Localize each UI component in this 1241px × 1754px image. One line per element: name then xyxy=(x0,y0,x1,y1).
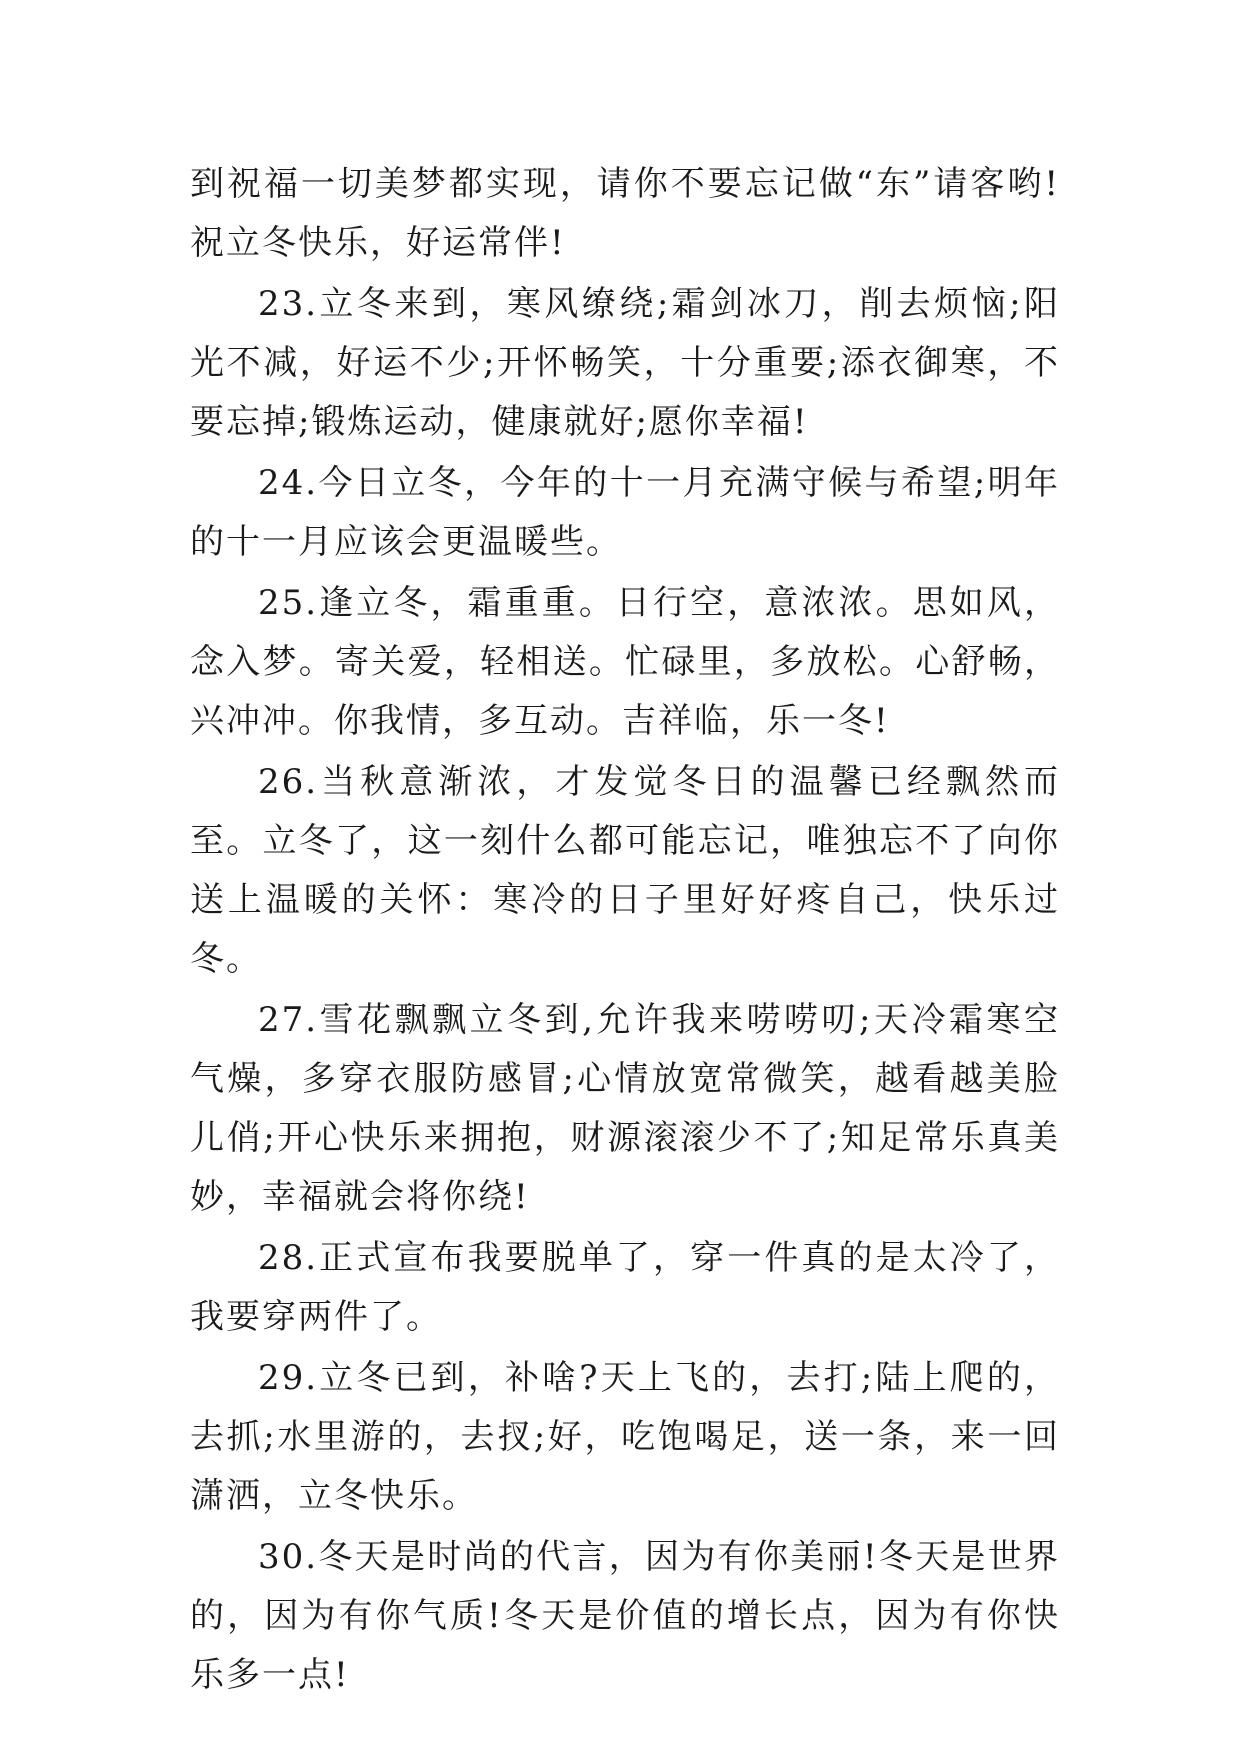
paragraph-27: 27.雪花飘飘立冬到,允许我来唠唠叨;天冷霜寒空气燥，多穿衣服防感冒;心情放宽常微笑，越看越美脸儿俏;开心快乐来拥抱，财源滚滚少不了;知足常乐真美妙，幸福就会将你绕! xyxy=(190,1000,1060,1217)
paragraph-24: 24.今日立冬，今年的十一月充满守候与希望;明年的十一月应该会更温暖些。 xyxy=(190,463,1060,562)
paragraph-26: 26.当秋意渐浓，才发觉冬日的温馨已经飘然而至。立冬了，这一刻什么都可能忘记，唯独忘不了向你送上温暖的关怀：寒冷的日子里好好疼自己，快乐过冬。 xyxy=(190,762,1060,979)
paragraph-29: 29.立冬已到，补啥?天上飞的，去打;陆上爬的，去抓;水里游的，去扠;好，吃饱喝足，送一条，来一回潇洒，立冬快乐。 xyxy=(190,1358,1060,1516)
paragraph-25: 25.逢立冬，霜重重。日行空，意浓浓。思如风，念入梦。寄关爱，轻相送。忙碌里，多放松。心舒畅，兴冲冲。你我情，多互动。吉祥临，乐一冬! xyxy=(190,583,1060,741)
paragraph-28: 28.正式宣布我要脱单了，穿一件真的是太冷了，我要穿两件了。 xyxy=(190,1238,1060,1337)
paragraph-30: 30.冬天是时尚的代言，因为有你美丽!冬天是世界的，因为有你气质!冬天是价值的增长点，因为有你快乐多一点! xyxy=(190,1537,1060,1695)
paragraph-23: 23.立冬来到，寒风缭绕;霜剑冰刀，削去烦恼;阳光不减，好运不少;开怀畅笑，十分重要;添衣御寒，不要忘掉;锻炼运动，健康就好;愿你幸福! xyxy=(190,284,1060,442)
document-page xyxy=(190,155,1060,1707)
paragraph-continuation: 到祝福一切美梦都实现，请你不要忘记做“东”请客哟!祝立冬快乐，好运常伴! xyxy=(190,164,1060,263)
